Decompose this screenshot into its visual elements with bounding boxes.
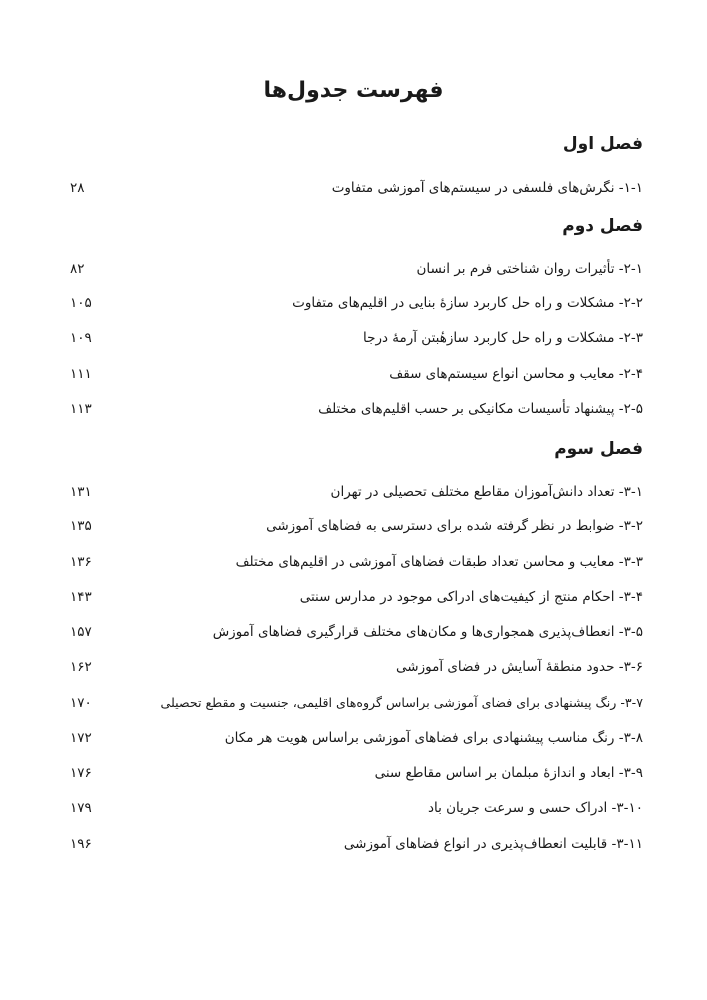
entry-title: ۲-۱- تأثیرات روان شناختی فرم بر انسان <box>416 261 643 277</box>
list-item[interactable] <box>70 586 643 608</box>
entry-page-number: ۱۳۶ <box>70 554 92 570</box>
list-item[interactable] <box>70 292 643 314</box>
list-item[interactable] <box>70 656 643 678</box>
list-item[interactable] <box>70 363 643 385</box>
entry-title: ۲-۲- مشکلات و راه حل کاربرد سازهٔ بنایی در اقلیم‌های متفاوت <box>292 295 643 311</box>
entry-title: ۲-۴- معایب و محاسن انواع سیستم‌های سقف <box>389 366 643 382</box>
entry-page-number: ۱۳۵ <box>70 518 92 534</box>
entry-title: ۳-۳- معایب و محاسن تعداد طبقات فضاهای آموزشی در اقلیم‌های مختلف <box>235 554 643 570</box>
entry-page-number: ۱۷۰ <box>70 695 92 711</box>
entry-page-number: ۱۴۳ <box>70 589 92 605</box>
entry-title: ۱-۱- نگرش‌های فلسفی در سیستم‌های آموزشی متفاوت <box>331 180 643 196</box>
entry-title: ۳-۵- انعطاف‌پذیری همجواری‌ها و مکان‌های مختلف قرارگیری فضاهای آموزش <box>212 624 643 640</box>
list-item[interactable] <box>70 797 643 819</box>
entry-page-number: ۱۱۳ <box>70 401 92 417</box>
list-item[interactable] <box>70 481 643 503</box>
entry-title: ۳-۶- حدود منطقهٔ آسایش در فضای آموزشی <box>396 659 643 675</box>
entry-title: ۳-۴- احکام منتج از کیفیت‌های ادراکی موجود در مدارس سنتی <box>299 589 643 605</box>
entry-title: ۳-۲- ضوابط در نظر گرفته شده برای دسترسی به فضاهای آموزشی <box>266 518 643 534</box>
entry-page-number: ۱۰۹ <box>70 330 92 346</box>
list-item[interactable] <box>70 762 643 784</box>
chapter-heading-2: فصل دوم <box>562 216 643 236</box>
list-item[interactable] <box>70 692 643 714</box>
entry-page-number: ۱۱۱ <box>70 366 92 382</box>
entry-page-number: ۱۳۱ <box>70 484 92 500</box>
entry-page-number: ۱۷۹ <box>70 800 92 816</box>
entry-title: ۳-۱- تعداد دانش‌آموزان مقاطع مختلف تحصیلی در تهران <box>330 484 643 500</box>
entry-title: ۲-۳- مشکلات و راه حل کاربرد سازهٔبتن آرمهٔ درجا <box>363 330 643 346</box>
list-item[interactable] <box>70 833 643 855</box>
entry-title: ۳-۷- رنگ پیشنهادی برای فضای آموزشی براساس گروه‌های اقلیمی، جنسیت و مقطع تحصیلی <box>160 695 643 710</box>
chapter-heading-3: فصل سوم <box>554 439 643 459</box>
entry-title: ۳-۱۰- ادراک حسی و سرعت جریان باد <box>427 800 643 816</box>
entry-page-number: ۸۲ <box>70 261 85 277</box>
entry-page-number: ۱۰۵ <box>70 295 92 311</box>
page-title: فهرست جدول‌ها <box>263 78 444 103</box>
entry-title: ۳-۱۱- قابلیت انعطاف‌پذیری در انواع فضاهای آموزشی <box>343 836 643 852</box>
entry-page-number: ۱۷۲ <box>70 730 92 746</box>
entry-page-number: ۲۸ <box>70 180 85 196</box>
entry-page-number: ۱۹۶ <box>70 836 92 852</box>
list-item[interactable] <box>70 258 643 280</box>
list-item[interactable] <box>70 621 643 643</box>
list-item[interactable] <box>70 177 643 199</box>
list-item[interactable] <box>70 551 643 573</box>
chapter-heading-1: فصل اول <box>562 134 643 154</box>
entry-page-number: ۱۵۷ <box>70 624 92 640</box>
entry-page-number: ۱۶۲ <box>70 659 92 675</box>
entry-title: ۳-۸- رنگ مناسب پیشنهادی برای فضاهای آموزشی براساس هویت هر مکان <box>224 730 643 746</box>
list-item[interactable] <box>70 327 643 349</box>
entry-title: ۳-۹- ابعاد و اندازهٔ مبلمان بر اساس مقاطع سنی <box>374 765 643 781</box>
list-item[interactable] <box>70 398 643 420</box>
entry-page-number: ۱۷۶ <box>70 765 92 781</box>
list-item[interactable] <box>70 515 643 537</box>
list-item[interactable] <box>70 727 643 749</box>
entry-title: ۲-۵- پیشنهاد تأسیسات مکانیکی بر حسب اقلیم‌های مختلف <box>318 401 643 417</box>
